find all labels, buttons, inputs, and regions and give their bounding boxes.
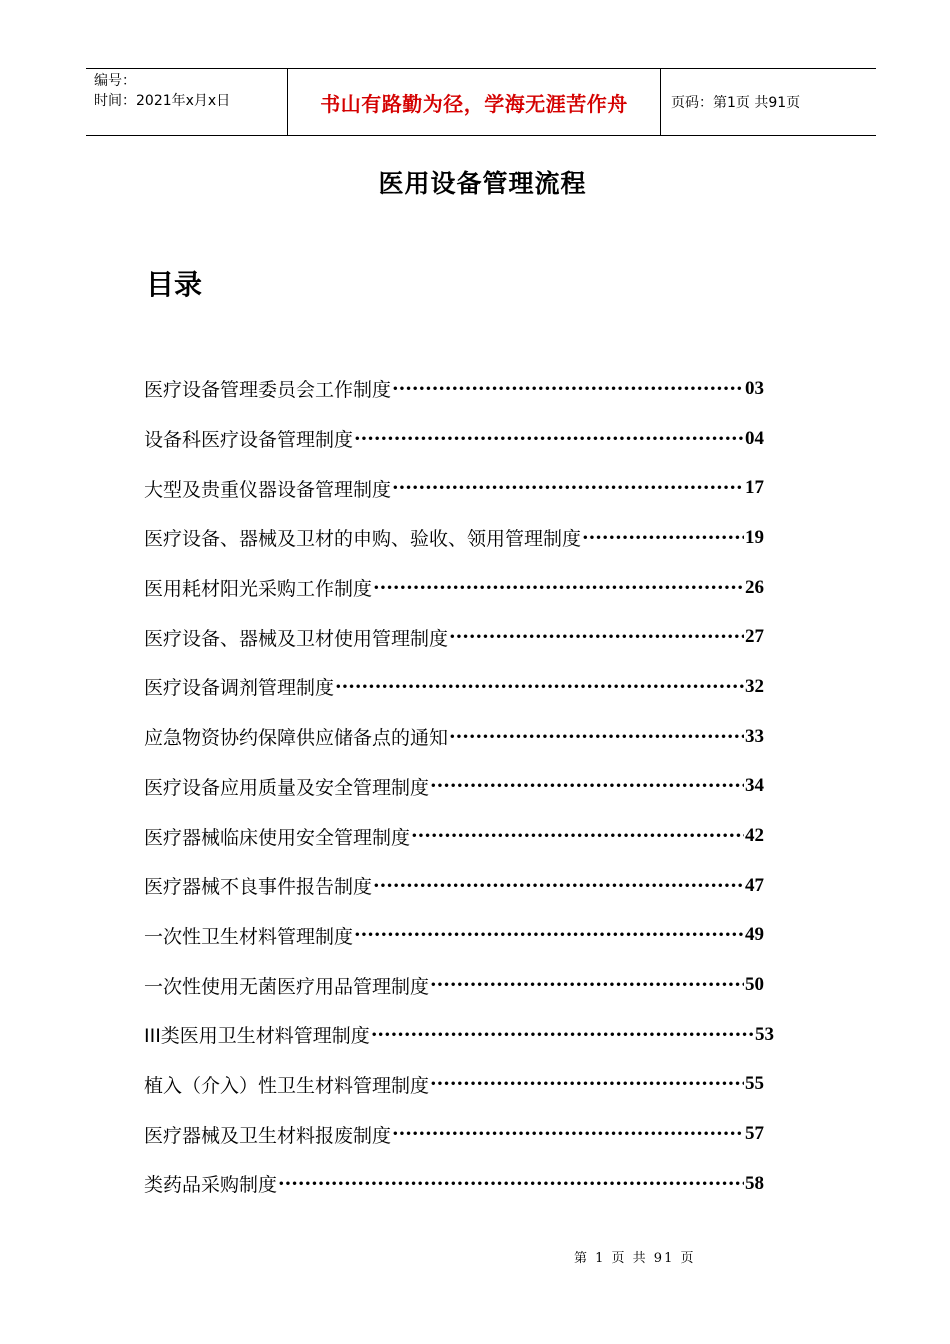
toc-entry[interactable] bbox=[144, 911, 764, 961]
toc-entry[interactable] bbox=[144, 364, 764, 414]
toc-leader-dots bbox=[449, 726, 744, 748]
toc-entry[interactable] bbox=[144, 861, 764, 911]
toc-entry[interactable] bbox=[144, 1010, 774, 1060]
toc-entry-label: 植入（介入）性卫生材料管理制度 bbox=[144, 1074, 430, 1097]
toc-entry-page: 49 bbox=[745, 924, 764, 946]
toc-leader-dots bbox=[392, 378, 744, 400]
toc-entry-label: 医疗设备管理委员会工作制度 bbox=[144, 379, 392, 402]
toc-heading: 目录 bbox=[146, 268, 203, 301]
toc-entry-label: III类医用卫生材料管理制度 bbox=[144, 1025, 370, 1048]
toc-entry[interactable] bbox=[144, 463, 764, 513]
toc-entry[interactable] bbox=[144, 414, 764, 464]
toc-entry[interactable] bbox=[144, 960, 764, 1010]
toc-leader-dots bbox=[392, 1123, 744, 1145]
toc-entry-label: 一次性使用无菌医疗用品管理制度 bbox=[144, 975, 430, 998]
toc-entry-label: 应急物资协约保障供应储备点的通知 bbox=[144, 727, 449, 750]
toc-leader-dots bbox=[392, 477, 744, 499]
toc-entry[interactable] bbox=[144, 1060, 764, 1110]
toc-entry-page: 47 bbox=[745, 874, 764, 896]
toc-entry-label: 医疗器械临床使用安全管理制度 bbox=[144, 826, 411, 849]
toc-entry-label: 医疗器械及卫生材料报废制度 bbox=[144, 1124, 392, 1147]
toc-leader-dots bbox=[354, 924, 744, 946]
toc-entry-page: 53 bbox=[755, 1023, 774, 1045]
toc-entry[interactable] bbox=[144, 811, 764, 861]
toc-entry-page: 42 bbox=[745, 825, 764, 847]
toc-entry[interactable] bbox=[144, 1159, 764, 1209]
toc-entry-label: 医疗设备应用质量及安全管理制度 bbox=[144, 776, 430, 799]
toc-entry-label: 一次性卫生材料管理制度 bbox=[144, 925, 354, 948]
toc-entry-page: 19 bbox=[745, 526, 764, 548]
toc-entry-page: 26 bbox=[745, 576, 764, 598]
header-meta bbox=[86, 69, 288, 135]
toc-leader-dots bbox=[430, 974, 744, 996]
toc-entry-page: 17 bbox=[745, 477, 764, 499]
header-number-label: 编号： bbox=[94, 73, 136, 89]
toc-entry-page: 58 bbox=[745, 1172, 764, 1194]
toc-entry-page: 27 bbox=[745, 626, 764, 648]
toc-entry-label: 医疗设备调剂管理制度 bbox=[144, 677, 335, 700]
toc-entry[interactable] bbox=[144, 1109, 764, 1159]
toc-leader-dots bbox=[449, 626, 744, 648]
toc-entry-page: 33 bbox=[745, 725, 764, 747]
toc-leader-dots bbox=[411, 825, 744, 847]
toc-entry-label: 医疗设备、器械及卫材的申购、验收、领用管理制度 bbox=[144, 528, 582, 551]
toc-entry[interactable] bbox=[144, 612, 764, 662]
toc-leader-dots bbox=[373, 875, 744, 897]
toc-entry-label: 大型及贵重仪器设备管理制度 bbox=[144, 478, 392, 501]
toc-entry-page: 34 bbox=[745, 775, 764, 797]
toc-leader-dots bbox=[354, 428, 744, 450]
table-of-contents bbox=[144, 364, 774, 1209]
toc-entry-label: 类药品采购制度 bbox=[144, 1174, 278, 1197]
toc-entry[interactable] bbox=[144, 563, 764, 613]
toc-entry-page: 55 bbox=[745, 1073, 764, 1095]
toc-leader-dots bbox=[335, 676, 744, 698]
toc-entry-page: 04 bbox=[745, 427, 764, 449]
header-page-info: 页码：第1页 共91页 bbox=[671, 95, 801, 111]
toc-entry[interactable] bbox=[144, 513, 764, 563]
toc-entry-label: 医疗器械不良事件报告制度 bbox=[144, 876, 373, 899]
toc-entry-page: 57 bbox=[745, 1123, 764, 1145]
document-title: 医用设备管理流程 bbox=[378, 169, 587, 198]
toc-entry-label: 医用耗材阳光采购工作制度 bbox=[144, 578, 373, 601]
toc-leader-dots bbox=[430, 775, 744, 797]
toc-entry-label: 设备科医疗设备管理制度 bbox=[144, 429, 354, 452]
toc-entry[interactable] bbox=[144, 762, 764, 812]
header-time-label: 时间：2021年x月x日 bbox=[94, 93, 231, 109]
toc-entry-page: 32 bbox=[745, 675, 764, 697]
toc-leader-dots bbox=[582, 527, 744, 549]
toc-leader-dots bbox=[371, 1024, 754, 1046]
toc-leader-dots bbox=[278, 1173, 744, 1195]
toc-entry[interactable] bbox=[144, 662, 764, 712]
toc-leader-dots bbox=[430, 1073, 744, 1095]
toc-entry-page: 50 bbox=[745, 974, 764, 996]
header-motto: 书山有路勤为径，学海无涯苦作舟 bbox=[288, 69, 661, 135]
toc-entry-label: 医疗设备、器械及卫材使用管理制度 bbox=[144, 627, 449, 650]
toc-leader-dots bbox=[373, 577, 744, 599]
toc-entry[interactable] bbox=[144, 712, 764, 762]
toc-entry-page: 03 bbox=[745, 377, 764, 399]
page-header bbox=[86, 68, 876, 136]
page-footer: 第 1 页 共 91 页 bbox=[574, 1251, 696, 1266]
